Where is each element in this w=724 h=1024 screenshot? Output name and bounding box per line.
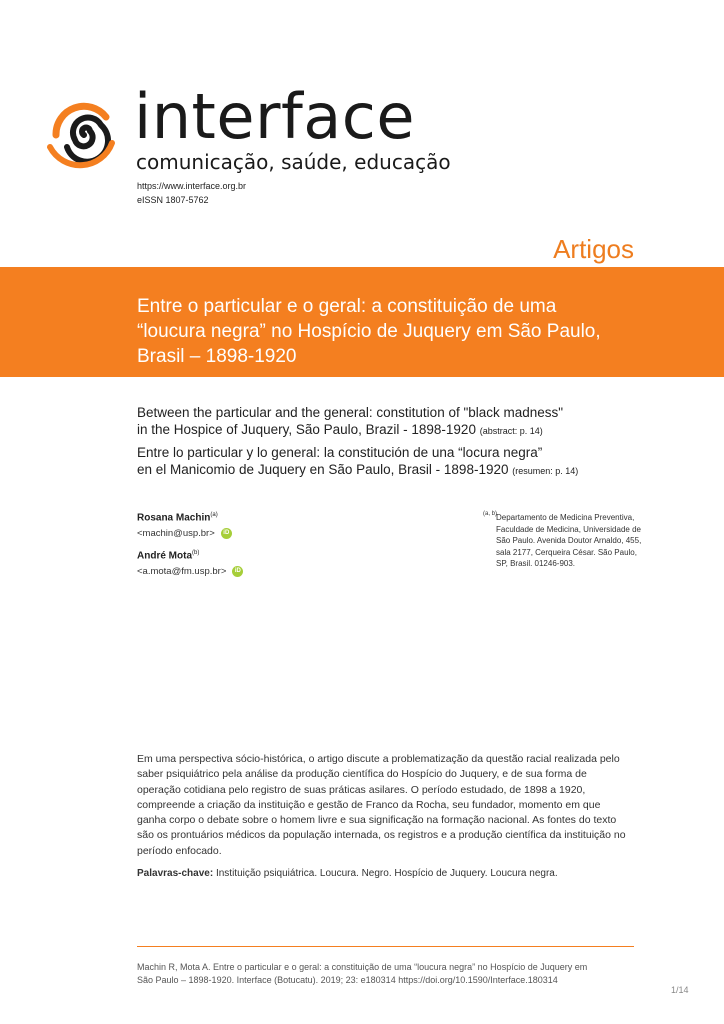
author-name xyxy=(137,550,199,561)
section-label: Artigos xyxy=(553,234,634,264)
abstract-page-ref[interactable]: (abstract: p. 14) xyxy=(479,426,543,436)
journal-url-link[interactable]: https://www.interface.org.br xyxy=(137,181,247,191)
author-affiliation-marker: (a) xyxy=(210,512,218,518)
author-name xyxy=(137,512,218,523)
article-title-line: Entre o particular e o geral: a constituição de uma xyxy=(137,296,557,317)
citation-line[interactable]: São Paulo – 1898-1920. Interface (Botucatu). 2019; 23: e180314 https://doi.org/10.1590/Interface.180314 xyxy=(137,975,558,985)
affiliation-text: Departamento de Medicina Preventiva, Faculdade de Medicina, Universidade de São Paulo. Avenida Doutor Arnaldo, 455, sala 2177, Cerqueira César. São Paulo, SP, Brasil. 01246-903. xyxy=(496,513,642,568)
spiral-logo-icon xyxy=(36,95,132,175)
orcid-icon[interactable]: iD xyxy=(232,566,243,577)
author-email-link[interactable]: <a.mota@fm.usp.br> xyxy=(137,566,227,578)
title-spanish-line xyxy=(137,461,657,480)
brand-name: interface xyxy=(134,80,416,153)
brand-tagline: comunicação, saúde, educação xyxy=(136,150,451,174)
title-english xyxy=(137,404,657,440)
title-spanish-line-text: en el Manicomio de Juquery en São Paulo, Brasil - 1898-1920 xyxy=(137,462,509,477)
author-name-text: André Mota xyxy=(137,550,192,562)
journal-issn: eISSN 1807-5762 xyxy=(137,195,209,205)
resumen-page-ref[interactable]: (resumen: p. 14) xyxy=(512,466,579,476)
title-english-line: Between the particular and the general: constitution of "black madness" xyxy=(137,405,564,420)
article-title xyxy=(137,294,657,369)
title-spanish-line: Entre lo particular y lo general: la constitución de una “locura negra” xyxy=(137,445,543,460)
page-number: 1/14 xyxy=(671,985,689,995)
title-english-line-text: in the Hospice of Juquery, São Paulo, Brazil - 1898-1920 xyxy=(137,422,476,437)
title-english-line xyxy=(137,421,657,440)
orcid-icon[interactable]: iD xyxy=(221,528,232,539)
article-title-line: “loucura negra” no Hospício de Juquery em São Paulo, xyxy=(137,321,601,342)
citation-line: Machin R, Mota A. Entre o particular e o geral: a constituição de uma “loucura negra” no Hospício de Juquery em xyxy=(137,962,588,972)
author-email xyxy=(137,566,243,577)
author-email xyxy=(137,528,232,539)
keywords xyxy=(137,868,627,879)
citation xyxy=(137,961,637,987)
article-title-line: Brasil – 1898-1920 xyxy=(137,346,297,367)
author-email-link[interactable]: <machin@usp.br> xyxy=(137,528,215,540)
footer-divider xyxy=(137,946,634,947)
title-spanish xyxy=(137,444,657,480)
affiliation-marker: (a, b) xyxy=(483,511,498,517)
keywords-label: Palavras-chave: xyxy=(137,868,214,879)
author-affiliation-marker: (b) xyxy=(192,550,200,556)
keywords-text: Instituição psiquiátrica. Loucura. Negro. Hospício de Juquery. Loucura negra. xyxy=(213,868,558,879)
abstract-text: Em uma perspectiva sócio-histórica, o artigo discute a problematização da questão racial realizada pelo saber psiquiátrico pela análise da produção científica do Hospício do Juquery, e de sua forma de operação cotidiana pelo registro de suas práticas asilares. O período estudado, de 1898 a 1920, compreende a criação da instituição e gestão de Franco da Rocha, seu fundador, momento em que ganha corpo o debate sobre o homem livre e sua significação na formação nacional. As fontes do texto são os prontuários médicos da população internada, os registros e a produção científica da instituição no período enfocado. xyxy=(137,753,626,857)
author-name-text: Rosana Machin xyxy=(137,512,211,524)
